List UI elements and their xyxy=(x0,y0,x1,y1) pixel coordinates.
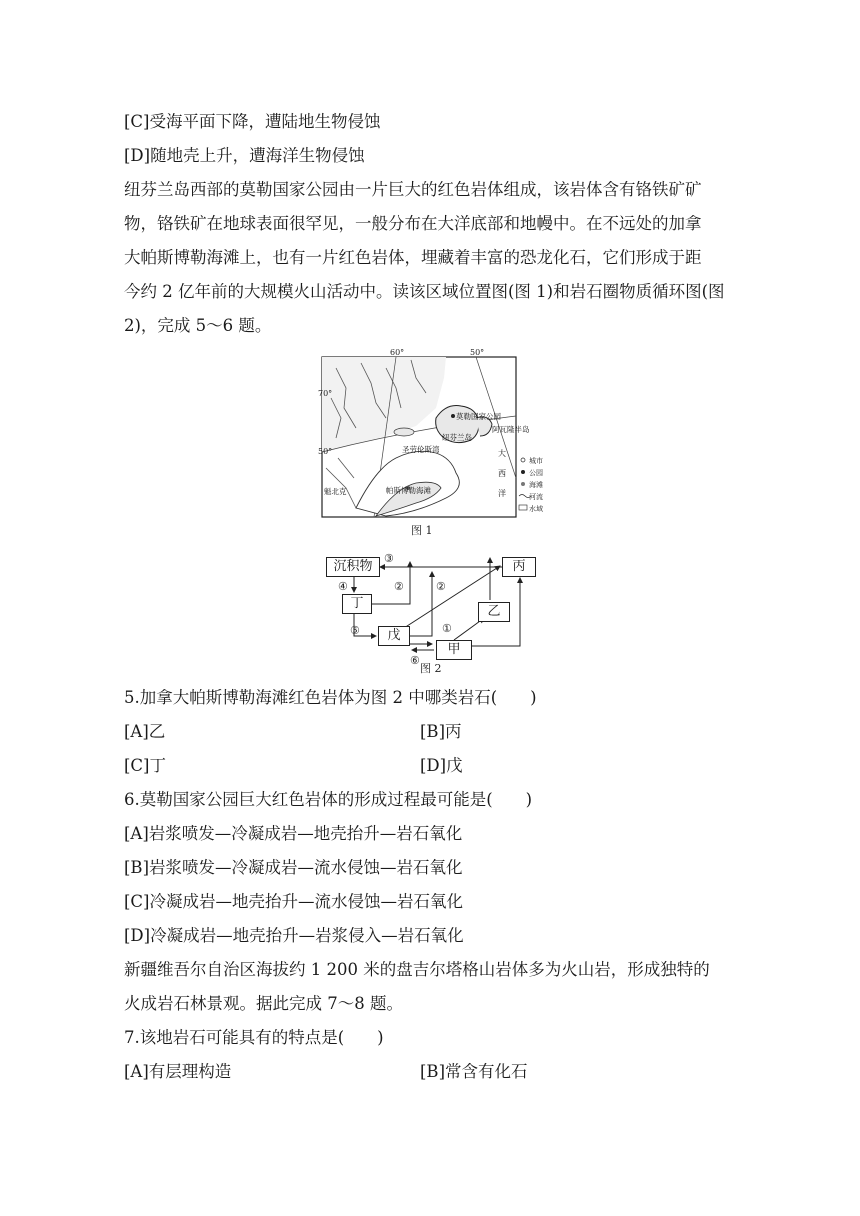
label-atlantic-2: 西 xyxy=(498,469,506,478)
box-ding: 丁 xyxy=(342,594,372,614)
q7-option-b[interactable]: [B]常含有化石 xyxy=(420,1062,528,1081)
q5-option-c[interactable]: [C]丁 xyxy=(124,756,166,775)
option-c-prev: [C]受海平面下降，遭陆地生物侵蚀 xyxy=(124,112,381,131)
q5-option-b[interactable]: [B]丙 xyxy=(420,722,462,741)
arrow-label-4: ④ xyxy=(338,580,348,593)
passage-1-line: 2)，完成 5～6 题。 xyxy=(124,316,272,335)
lat-label-50: 50° xyxy=(318,447,333,456)
legend-beach-icon xyxy=(521,482,525,486)
label-quebec: 魁北克 xyxy=(324,487,347,496)
label-newfoundland: 纽芬兰岛 xyxy=(442,433,472,442)
lon-label-50: 50° xyxy=(470,348,485,357)
map-svg xyxy=(316,348,556,544)
option-d-prev: [D]随地壳上升，遭海洋生物侵蚀 xyxy=(124,146,365,165)
figure-1-map xyxy=(316,348,556,544)
legend-water-icon xyxy=(519,505,527,510)
passage-2-line: 新疆维吾尔自治区海拔约 1 200 米的盘吉尔塔格山岩体多为火山岩，形成独特的 xyxy=(124,960,710,979)
arrow-label-6: ⑥ xyxy=(410,654,420,667)
legend-park-icon xyxy=(521,470,525,474)
q6-option-b[interactable]: [B]岩浆喷发—冷凝成岩—流水侵蚀—岩石氧化 xyxy=(124,858,463,877)
legend-park: 公园 xyxy=(529,469,543,477)
arrow-label-2a: ② xyxy=(394,580,404,593)
lon-label-60: 60° xyxy=(390,348,405,357)
label-st-lawrence: 圣劳伦斯湾 xyxy=(402,445,440,454)
legend-beach: 海滩 xyxy=(529,481,543,489)
passage-2-line: 火成岩石林景观。据此完成 7～8 题。 xyxy=(124,994,403,1013)
legend-river: 河流 xyxy=(529,493,543,501)
q6-option-d[interactable]: [D]冷凝成岩—地壳抬升—岩浆侵入—岩石氧化 xyxy=(124,926,464,945)
box-wu: 戊 xyxy=(378,626,410,646)
question-6-stem: 6.莫勒国家公园巨大红色岩体的形成过程最可能是( ) xyxy=(124,790,533,809)
map-legend xyxy=(519,456,543,513)
question-5-stem: 5.加拿大帕斯博勒海滩红色岩体为图 2 中哪类岩石( ) xyxy=(124,688,537,707)
q6-option-a[interactable]: [A]岩浆喷发—冷凝成岩—地壳抬升—岩石氧化 xyxy=(124,824,463,843)
passage-1-line: 物，铬铁矿在地球表面很罕见，一般分布在大洋底部和地幔中。在不远处的加拿 xyxy=(124,214,702,233)
arrow-label-2b: ② xyxy=(436,580,446,593)
label-park: 莫勒国家公园 xyxy=(456,412,501,421)
arrow-label-1: ① xyxy=(442,622,452,635)
question-7-stem: 7.该地岩石可能具有的特点是( ) xyxy=(124,1028,384,1047)
figure-2-caption: 图 2 xyxy=(420,662,442,675)
park-marker-icon xyxy=(451,414,455,418)
lat-label-70: 70° xyxy=(318,389,333,398)
box-jia: 甲 xyxy=(436,640,472,660)
figure-2-rock-cycle xyxy=(324,550,544,674)
passage-1-line: 今约 2 亿年前的大规模火山活动中。读该区域位置图(图 1)和岩石圈物质循环图(图 xyxy=(124,282,725,301)
label-beach: 帕斯博勒海滩 xyxy=(386,486,431,495)
arrow-label-3: ③ xyxy=(384,552,394,565)
legend-water: 水域 xyxy=(529,505,543,513)
passage-1-line: 大帕斯博勒海滩上，也有一片红色岩体，埋藏着丰富的恐龙化石，它们形成于距 xyxy=(124,248,702,267)
q5-option-d[interactable]: [D]戊 xyxy=(420,756,463,775)
arrow-label-5: ⑤ xyxy=(350,624,360,637)
q5-option-a[interactable]: [A]乙 xyxy=(124,722,166,741)
label-atlantic-1: 大 xyxy=(498,449,506,458)
q6-option-c[interactable]: [C]冷凝成岩—地壳抬升—流水侵蚀—岩石氧化 xyxy=(124,892,463,911)
figure-1-caption: 图 1 xyxy=(411,524,433,537)
passage-1-line: 纽芬兰岛西部的莫勒国家公园由一片巨大的红色岩体组成，该岩体含有铬铁矿矿 xyxy=(124,180,702,199)
legend-city: 城市 xyxy=(529,457,543,465)
box-sediment: 沉积物 xyxy=(326,557,380,577)
label-atlantic-3: 洋 xyxy=(498,489,506,498)
box-bing: 丙 xyxy=(502,557,536,577)
q7-option-a[interactable]: [A]有层理构造 xyxy=(124,1062,232,1081)
label-avalon: 阿瓦隆半岛 xyxy=(492,425,530,434)
box-yi: 乙 xyxy=(478,602,510,622)
legend-city-icon xyxy=(521,458,525,462)
